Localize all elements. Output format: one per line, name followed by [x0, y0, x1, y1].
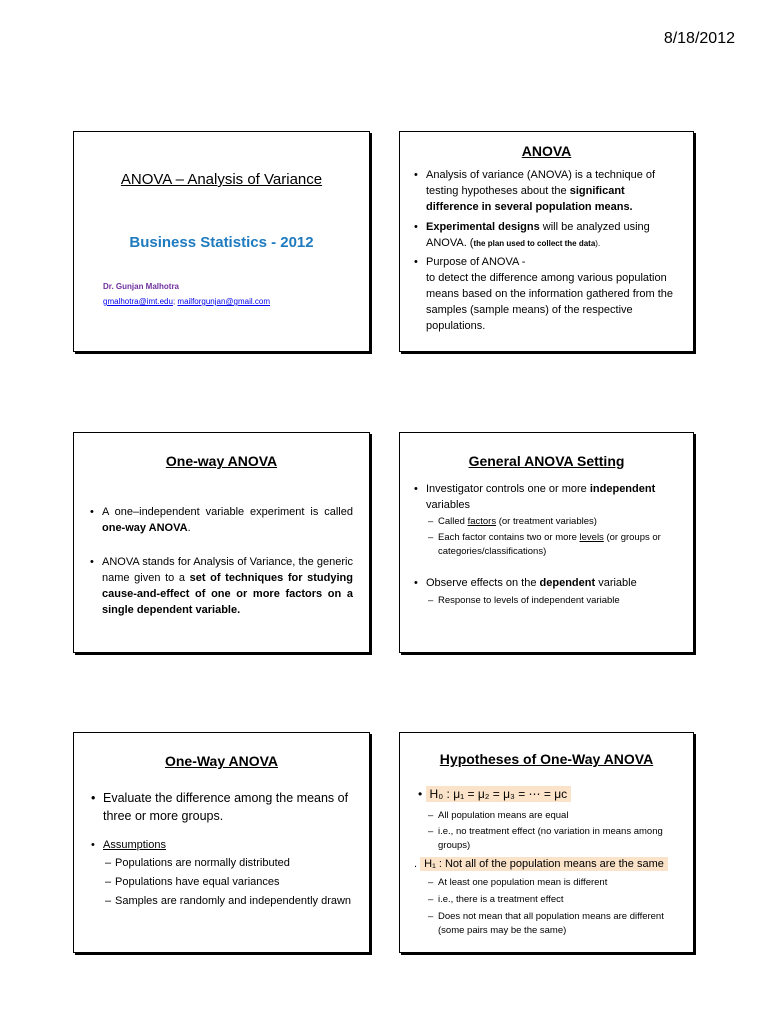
- email-link-gmail[interactable]: mailforgunjan@gmail.com: [177, 297, 271, 306]
- slide-1-title: ANOVA – Analysis of Variance: [120, 171, 323, 188]
- slide-1: [73, 131, 370, 352]
- slide-5: [73, 732, 370, 953]
- bullet-text: Investigator controls one or more: [426, 483, 590, 495]
- bullet-bold-text: one-way ANOVA: [102, 522, 188, 534]
- sub-bullet-underlined: factors: [467, 516, 497, 527]
- slide-4: [399, 432, 694, 653]
- bullet-bold-text: set of techniques for studying cause-and-effect of one or more factors on a single dependent variable.: [102, 572, 353, 616]
- bullet-text: ).: [595, 239, 601, 248]
- bullet-text: variables: [426, 499, 471, 511]
- sub-bullet-normal: [91, 855, 355, 872]
- bullet-text: .: [187, 522, 191, 534]
- email-separator: ;: [172, 297, 176, 306]
- bullet-evaluate-difference: [91, 789, 355, 825]
- bullet-assumptions: [91, 837, 355, 853]
- bullet-text: Evaluate the difference among the means of three or more groups.: [103, 791, 349, 823]
- slide-5-title: One-Way ANOVA: [164, 753, 279, 769]
- sub-bullet-text: i.e., no treatment effect (no variation in means among groups): [438, 826, 663, 851]
- bullet-text: ANOVA stands for Analysis of Variance, the generic name given to a: [102, 556, 353, 584]
- bullet-text: Observe effects on the: [426, 577, 540, 589]
- bullet-bold-text: Experimental designs: [426, 221, 540, 233]
- sub-bullet-text: Each factor contains two or more: [438, 532, 580, 543]
- bullet-bold-text: independent: [589, 483, 656, 495]
- sub-bullet-all-equal: [414, 809, 681, 823]
- sub-bullet-no-treatment: [414, 825, 681, 853]
- bullet-experimental-designs: [414, 219, 677, 252]
- page-date: 8/18/2012: [663, 30, 735, 47]
- author-name: Dr. Gunjan Malhotra: [103, 282, 180, 291]
- bullet-dot: .: [414, 858, 418, 870]
- bullet-anova-definition: [414, 167, 677, 215]
- bullet-observe-effects: [414, 575, 679, 591]
- bullet-bold-text: dependent: [539, 577, 596, 589]
- sub-bullet-equal-variances: [91, 874, 355, 891]
- bullet-dot: •: [418, 787, 423, 801]
- sub-bullet-text: Populations have equal variances: [115, 876, 280, 888]
- sub-bullet-text: Called: [438, 516, 468, 527]
- slide-3: [73, 432, 370, 653]
- bullet-text: Assumptions: [103, 839, 166, 851]
- author-emails: [103, 297, 270, 306]
- sub-bullet-text: Populations are normally distributed: [115, 857, 290, 869]
- sub-bullet-underlined: levels: [579, 532, 604, 543]
- slide-2-title: ANOVA: [521, 143, 572, 159]
- bullet-anova-stands-for: [90, 554, 353, 618]
- bullet-small-text: the plan used to collect the data: [473, 239, 596, 248]
- sub-bullet-text: Does not mean that all population means are different (some pairs may be the same): [438, 911, 664, 936]
- sub-bullet-not-all-different: [414, 910, 681, 938]
- bullet-text: to detect the difference among various population means based on the information gathered from the samples (sample means) of the respective populations.: [426, 272, 674, 332]
- slide-4-title: General ANOVA Setting: [468, 453, 625, 469]
- slide-6-title: Hypotheses of One-Way ANOVA: [439, 751, 654, 767]
- bullet-text: Purpose of ANOVA -: [426, 256, 526, 268]
- email-link-imt[interactable]: gmalhotra@imt.edu: [103, 297, 173, 306]
- sub-bullet-text: i.e., there is a treatment effect: [438, 894, 564, 905]
- slide-2: [399, 131, 694, 352]
- bullet-text: A one–independent variable experiment is called: [102, 506, 353, 518]
- purpose-continuation: [414, 270, 677, 334]
- sub-bullet-text: All population means are equal: [438, 810, 569, 821]
- sub-bullet-text: (or groups or categories/classifications): [438, 532, 661, 557]
- h1-line: [414, 855, 668, 873]
- bullet-text: Analysis of variance (ANOVA) is a technique of testing hypotheses about the: [426, 169, 656, 197]
- slide-1-subtitle: Business Statistics - 2012: [129, 234, 314, 251]
- null-hypothesis: H₀ : μ₁ = μ₂ = μ₃ = ⋯ = μc: [426, 786, 572, 802]
- bullet-purpose: [414, 254, 677, 270]
- sub-bullet-text: Response to levels of independent variable: [438, 595, 620, 606]
- sub-bullet-text: At least one population mean is different: [438, 877, 608, 888]
- h0-line: [418, 785, 571, 803]
- bullet-one-way-definition: [90, 504, 353, 536]
- bullet-investigator-controls: [414, 481, 679, 513]
- bullet-bold-text: significant difference in several population means.: [426, 185, 633, 213]
- sub-bullet-text: Samples are randomly and independently drawn: [115, 895, 352, 907]
- sub-bullet-one-different: [414, 876, 681, 890]
- sub-bullet-random-samples: [91, 893, 355, 910]
- bullet-text: variable: [595, 577, 637, 589]
- sub-bullet-response: [414, 594, 679, 608]
- sub-bullet-text: (or treatment variables): [496, 516, 597, 527]
- slide-3-title: One-way ANOVA: [165, 453, 278, 469]
- sub-bullet-treatment-effect: [414, 893, 681, 907]
- sub-bullet-levels: [414, 531, 679, 559]
- sub-bullet-factors: [414, 515, 679, 529]
- alternative-hypothesis: H₁ : Not all of the population means are the same: [420, 857, 668, 871]
- bullet-text: will be analyzed using ANOVA. (: [426, 221, 650, 249]
- slide-6: [399, 732, 694, 953]
